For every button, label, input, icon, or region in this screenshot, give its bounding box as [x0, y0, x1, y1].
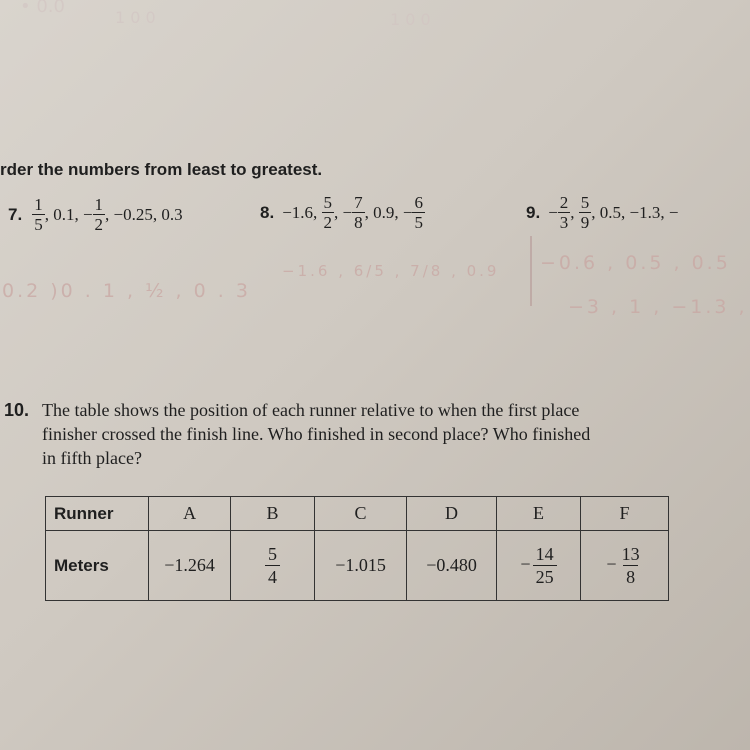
fraction-6-5: $\frac{6}{5}$ [414, 193, 423, 232]
problem-7-text-2: , −0.25, 0.3 [105, 204, 183, 224]
faint-mark-top-2: 1 0 0 [390, 10, 431, 29]
problem-10-line-1: The table shows the position of each runner relative to when the first place [42, 400, 580, 420]
table-row-label: Meters [46, 531, 149, 601]
fraction-5-2: $\frac{5}{2}$ [323, 193, 333, 232]
pencil-divider-line [530, 236, 532, 306]
faint-mark-top-1: 1 0 0 [115, 8, 156, 27]
problem-8: 8. −1.6, $\frac{5}{2}$ , − $\frac{7}{8}$ , 0.9, − $\frac{6}{5}$ [260, 193, 423, 232]
fraction-5-9: $\frac{5}{9}$ [580, 193, 590, 232]
fraction-1-5: $\frac{1}{5}$ [34, 195, 43, 234]
runner-c-value: −1.015 [315, 531, 407, 601]
problem-10 [4, 398, 744, 470]
problem-9-number: 9. [526, 202, 541, 222]
runner-d-header: D [407, 497, 497, 531]
fraction-1-2: $\frac{1}{2}$ [94, 195, 104, 234]
problem-10-number: 10. [4, 400, 30, 420]
runner-c-header: C [315, 497, 407, 531]
problem-9-text-2: , 0.5, −1.3, − [591, 202, 679, 222]
runner-f-value: − $\frac{13}{8}$ [580, 531, 668, 601]
problem-8-text-0: −1.6, [282, 202, 322, 222]
fraction-2-3: $\frac{2}{3}$ [559, 193, 569, 232]
runner-a-value: −1.264 [149, 531, 231, 601]
runner-e-value: − $\frac{14}{25}$ [497, 531, 581, 601]
runner-e-header: E [497, 497, 581, 531]
runner-b-value: $\frac{5}{4}$ [231, 531, 315, 601]
table-header-row [46, 497, 669, 531]
problem-7-pencil-work: 0.2 )0 . 1 , ½ , 0 . 3 [2, 280, 251, 302]
problem-7: 7. $\frac{1}{5}$ , 0.1, − $\frac{1}{2}$ , −0.25, 0.3 [8, 195, 183, 234]
faint-mark-top-left: • 0.0 [20, 0, 65, 17]
runner-table [45, 496, 669, 601]
problem-9: 9. − $\frac{2}{3}$ , $\frac{5}{9}$ , 0.5, −1.3, − [526, 193, 679, 232]
problem-8-text-2: , 0.9, [364, 202, 403, 222]
table-row [46, 531, 669, 601]
runner-f-header: F [580, 497, 668, 531]
runner-b-header: B [231, 497, 315, 531]
problem-10-line-2: finisher crossed the finish line. Who finished in second place? Who finished [42, 424, 591, 444]
instruction-text: rder the numbers from least to greatest. [0, 160, 323, 179]
problem-9-pencil-work-line-1: −0.6 , 0.5 , 0.5 [540, 252, 731, 274]
table-header-label: Runner [46, 497, 149, 531]
problem-9-pencil-work-line-2: −3 , 1 , −1.3 , [568, 296, 748, 318]
runner-a-header: A [149, 497, 231, 531]
problem-10-line-3: in fifth place? [42, 448, 142, 468]
problem-8-pencil-work: −1.6 , 6/5 , 7/8 , 0.9 [282, 262, 500, 280]
problem-7-text-1: , 0.1, [44, 204, 83, 224]
fraction-7-8: $\frac{7}{8}$ [354, 193, 363, 232]
problem-7-number: 7. [8, 204, 23, 224]
runner-d-value: −0.480 [407, 531, 497, 601]
problem-8-number: 8. [260, 202, 275, 222]
